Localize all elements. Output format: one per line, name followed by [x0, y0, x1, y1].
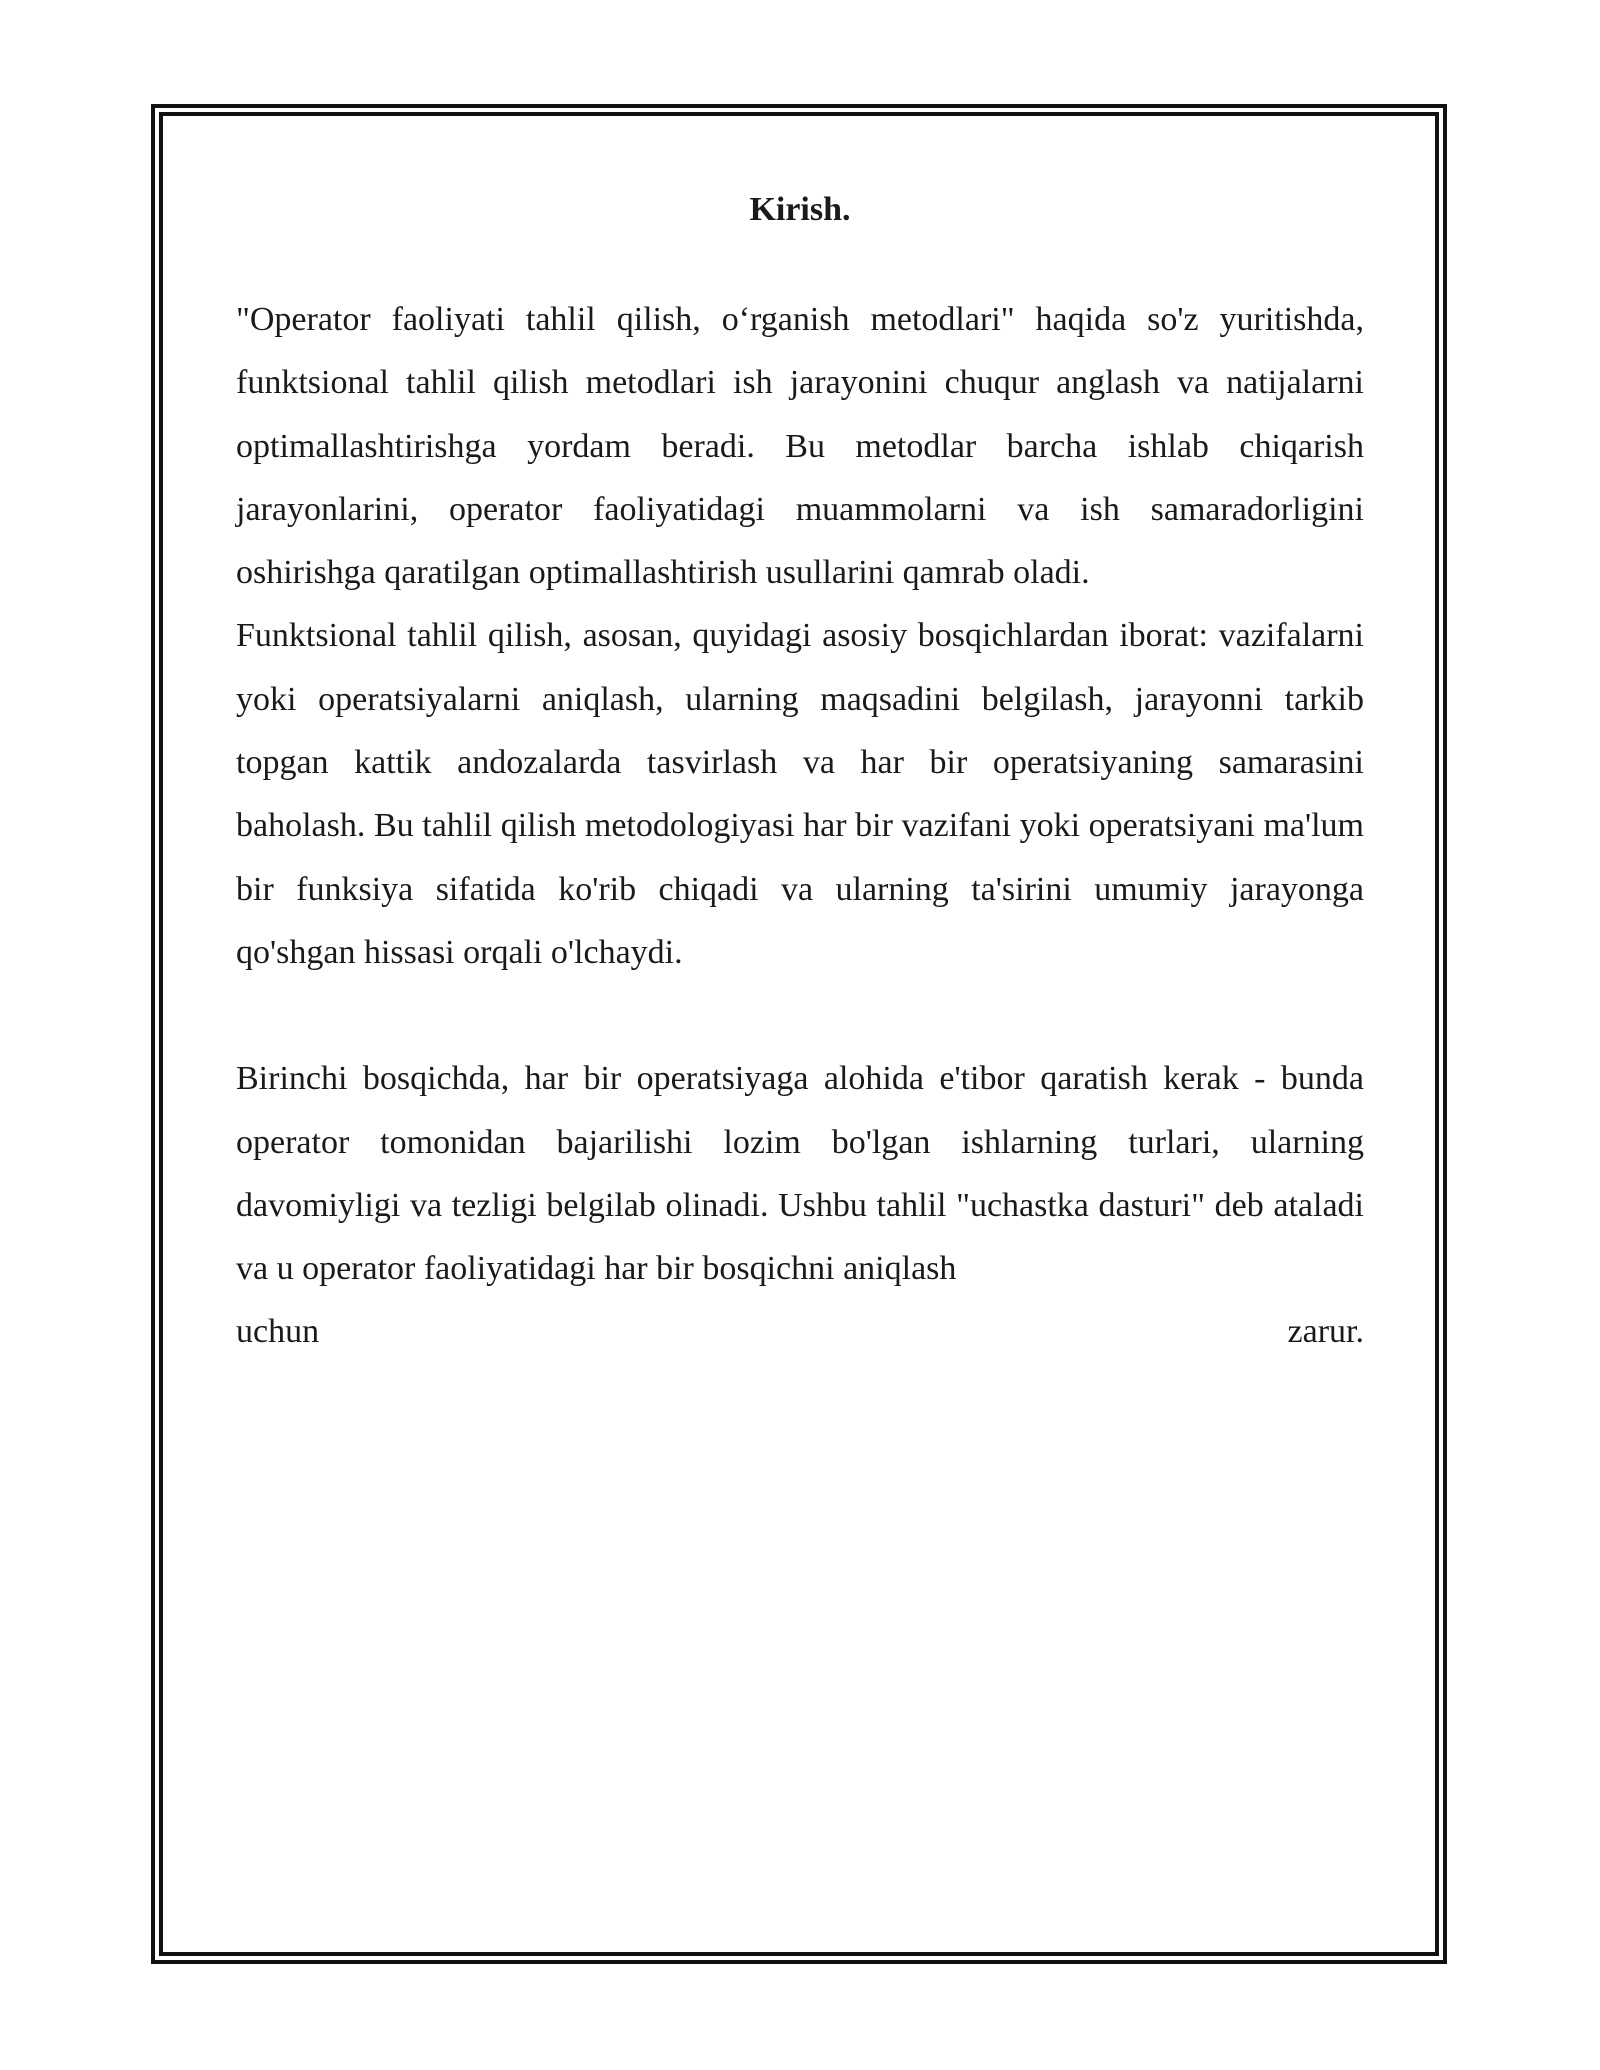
- paragraph-1: "Operator faoliyati tahlil qilish, o‘rganish metodlari" haqida so'z yuritishda, funktsional tahlil qilish metodlari ish jarayonini chuqur anglash va natijalarni optimallashtirishga yordam beradi. Bu metodlar barcha ishlab chiqarish jarayonlarini, operator faoliyatidagi muammolarni va ish samaradorligini oshirishga qaratilgan optimallashtirish usullarini qamrab oladi.: [236, 301, 1364, 592]
- paragraph-2: Funktsional tahlil qilish, asosan, quyidagi asosiy bosqichlardan iborat: vazifalarni yoki operatsiyalarni aniqlash, ularning maqsadini belgilash, jarayonni tarkib topgan kattik andozalarda tasvirlash va har bir operatsiyaning samarasini baholash. Bu tahlil qilish metodologiyasi har bir vazifani yoki operatsiyani ma'lum bir funksiya sifatida ko'rib chiqadi va ularning ta'sirini umumiy jarayonga qo'shgan hissasi orqali o'lchaydi.: [236, 617, 1364, 971]
- document-title: Kirish.: [749, 191, 851, 228]
- document-body: [236, 182, 1364, 1364]
- last-line-right-word: zarur.: [1287, 1313, 1364, 1351]
- paragraph-3-last-line: [236, 1300, 1364, 1363]
- paragraph-3: Birinchi bosqichda, har bir operatsiyaga alohida e'tibor qaratish kerak - bunda operator tomonidan bajarilishi lozim bo'lgan ishlarning turlari, ularning davomiyligi va tezligi belgilab olinadi. Ushbu tahlil "uchastka dasturi" deb ataladi va u operator faoliyatidagi har bir bosqichni aniqlash: [236, 1060, 1364, 1288]
- last-line-left-word: uchun: [236, 1313, 320, 1351]
